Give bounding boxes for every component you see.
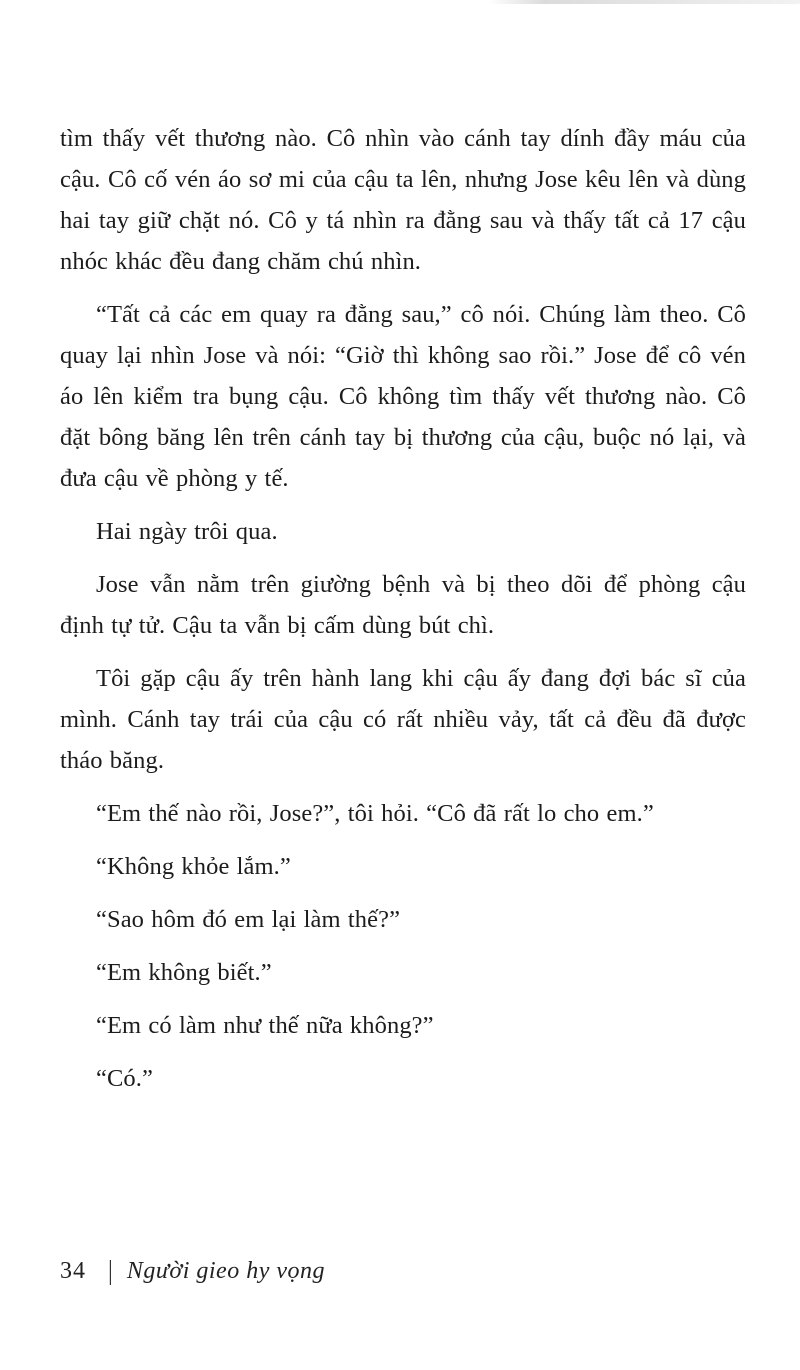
paragraph: Jose vẫn nằm trên giường bệnh và bị theo dõi để phòng cậu định tự tử. Cậu ta vẫn bị cấm dùng bút chì. <box>60 571 746 639</box>
paragraph: Hai ngày trôi qua. <box>96 518 278 545</box>
dialogue-line: “Có.” <box>96 1065 153 1092</box>
book-title: Người gieo hy vọng <box>126 1258 326 1284</box>
dialogue-line: “Em thế nào rồi, Jose?”, tôi hỏi. “Cô đã rất lo cho em.” <box>96 800 654 827</box>
paragraph: tìm thấy vết thương nào. Cô nhìn vào cánh tay dính đầy máu của cậu. Cô cố vén áo sơ mi của cậu ta lên, nhưng Jose kêu lên và dùng hai tay giữ chặt nó. Cô y tá nhìn ra đằng sau và thấy tất cả 17 cậu nhóc khác đều đang chăm chú nhìn. <box>60 125 746 275</box>
dialogue-line: “Không khỏe lắm.” <box>96 853 291 880</box>
dialogue-line: “Sao hôm đó em lại làm thế?” <box>96 906 401 933</box>
page-number: 34 <box>60 1258 86 1284</box>
paragraph: Tôi gặp cậu ấy trên hành lang khi cậu ấy đang đợi bác sĩ của mình. Cánh tay trái của cậu có rất nhiều vảy, tất cả đều đã được tháo băng. <box>60 665 746 774</box>
page-body-text <box>60 118 746 1111</box>
paragraph: “Tất cả các em quay ra đằng sau,” cô nói. Chúng làm theo. Cô quay lại nhìn Jose và nói: “Giờ thì không sao rồi.” Jose để cô vén áo lên kiểm tra bụng cậu. Cô không tìm thấy vết thương nào. Cô đặt bông băng lên trên cánh tay bị thương của cậu, buộc nó lại, và đưa cậu về phòng y tế. <box>60 301 746 492</box>
dialogue-line: “Em không biết.” <box>96 959 272 986</box>
scan-edge-artifact <box>488 0 800 4</box>
footer-separator: | <box>108 1255 113 1286</box>
page-footer <box>60 1255 326 1286</box>
dialogue-line: “Em có làm như thế nữa không?” <box>96 1012 434 1039</box>
